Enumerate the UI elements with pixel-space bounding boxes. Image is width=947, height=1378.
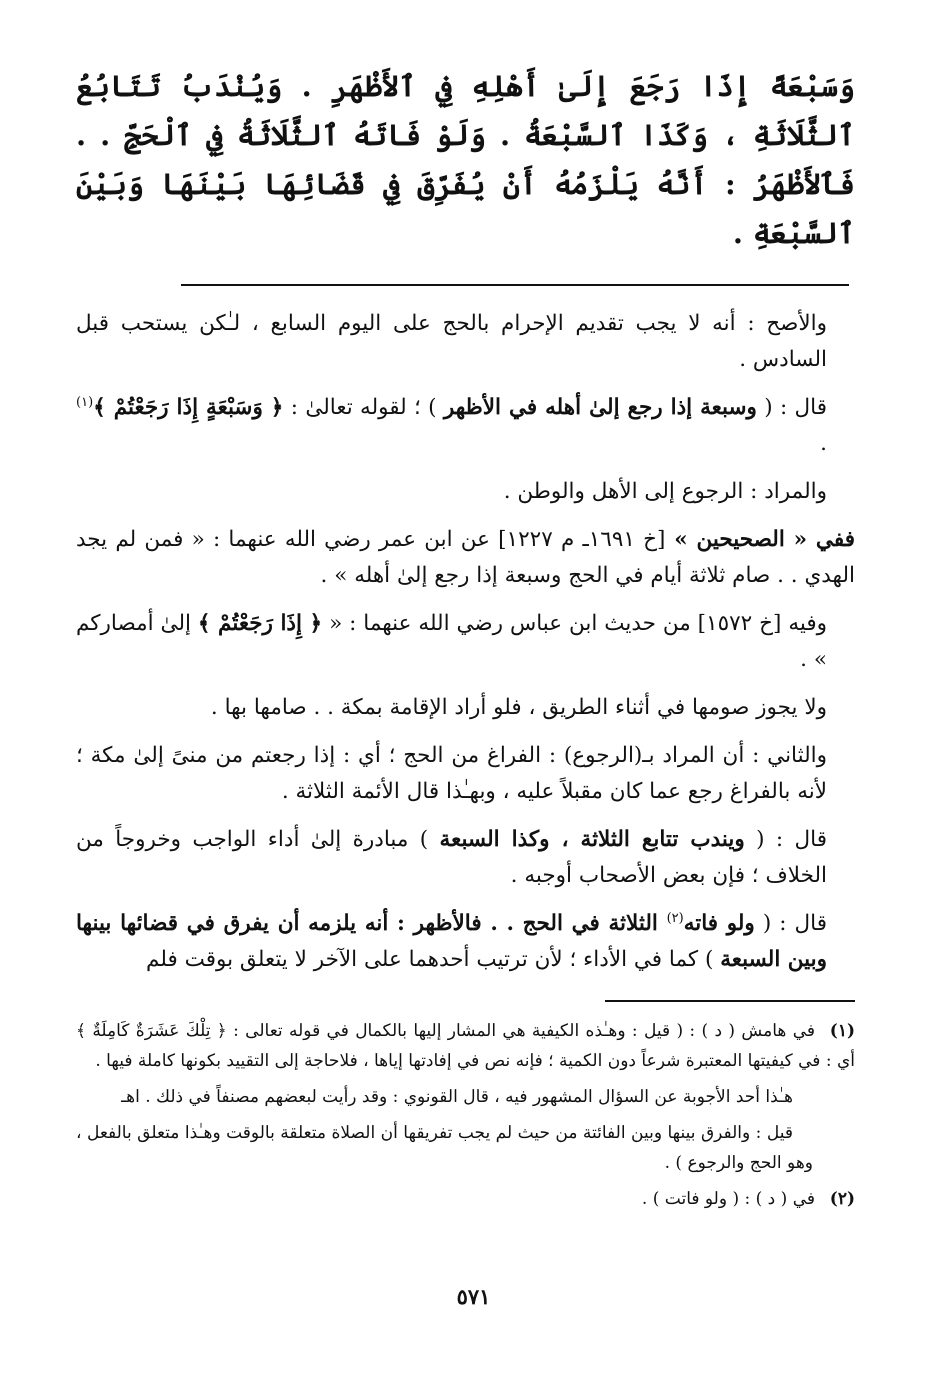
page-number: ٥٧١: [456, 1284, 491, 1309]
matn-text: وَسَبْعَةً إِذَا رَجَعَ إِلَىٰ أَهْلِهِ فِي ٱلأَظْهَرِ . وَيُنْدَبُ تَتَابُعُ ٱلثَّلَاثَةِ ، وَكَذَا ٱلسَّبْعَةُ . وَلَوْ فَاتَهُ ٱلثَّلَاثَةُ فِي ٱلْحَجِّ . . فَٱلأَظْهَرُ : أَنَّهُ يَلْزَمُهُ أَنْ يُفَرِّقَ فِي قَضَائِهَا بَيْنَهَا وَبَيْنَ ٱلسَّبْعَةِ .: [76, 69, 855, 250]
p8-matn-quote: ويندب تتابع الثلاثة ، وكذا السبعة: [439, 827, 745, 852]
p5-quran-verse: ﴿ إِذَا رَجَعْتُمْ ﴾: [197, 611, 323, 636]
paragraph-8: [76, 822, 855, 894]
footnote-2-text: في ( د ) : ( ولو فاتت ) .: [641, 1189, 815, 1209]
footnote-1-paragraph-3: قيل : والفرق بينها وبين الفائتة من حيث لم يجب تفريقها أن الصلاة متعلقة بالوقت وهـٰذا متعلق بالفعل ، وهو الحج والرجوع ) .: [76, 1123, 813, 1173]
footnote-2-number: (٢): [829, 1189, 855, 1209]
p5-hadith-ref: [خ ١٥٧٢]: [697, 611, 782, 636]
p8-rest: ) مبادرة إلىٰ أداء الواجب وخروجاً من الخلاف ؛ فإن بعض الأصحاب أوجبه .: [76, 827, 827, 888]
p2-mid: ) ؛ لقوله تعالىٰ :: [283, 395, 444, 420]
footnote-ref-2[interactable]: (٢): [666, 910, 684, 926]
paragraph-7: والثاني : أن المراد بـ(الرجوع) : الفراغ من الحج ؛ أي : إذا رجعتم من منىً إلىٰ مكة ؛ لأنه بالفراغ رجع عما كان مقبلاً عليه ، وبهـٰذا قال الأئمة الثلاثة .: [76, 743, 827, 804]
p2-lead: قال : (: [756, 395, 827, 420]
footnotes: [76, 1016, 855, 1214]
paragraph-9: [76, 906, 855, 978]
footnote-1-number: (١): [829, 1021, 855, 1041]
p5-end: إلىٰ أمصاركم » .: [76, 611, 827, 672]
p2-quran-verse: ﴿ وَسَبْعَةٍ إِذَا رَجَعْتُمْ ﴾: [93, 395, 284, 420]
matn-divider: [181, 284, 849, 286]
paragraph-1: والأصح : أنه لا يجب تقديم الإحرام بالحج على اليوم السابع ، لـٰكن يستحب قبل السادس .: [76, 311, 827, 372]
paragraph-2: [76, 390, 855, 462]
p9-rest: ) كما في الأداء ؛ لأن ترتيب أحدهما على الآخر لا يتعلق بوقت فلم: [146, 947, 721, 972]
p5-lead: وفيه: [781, 611, 827, 636]
p2-end: .: [820, 431, 827, 456]
footnote-1-paragraph-2: هـٰذا أحد الأجوبة عن السؤال المشهور فيه ، قال القونوي : وقد رأيت لبعضهم مصنفاً في ذلك . اهـ: [121, 1087, 793, 1107]
footnote-ref-1[interactable]: (١): [76, 394, 94, 410]
p9-matn-quote-b: الثلاثة في الحج . . فالأظهر : أنه يلزمه أن يفرق في قضائها بينها وبين السبعة: [76, 911, 827, 972]
footnote-2: [76, 1184, 855, 1214]
paragraph-5: [76, 606, 855, 678]
p4-hadith-ref: [خ ١٦٩١ـ م ١٢٢٧]: [498, 527, 666, 552]
p5-mid: من حديث ابن عباس رضي الله عنهما : «: [322, 611, 698, 636]
p9-matn-quote-a: ولو فاته: [683, 911, 755, 936]
p2-matn-quote: وسبعة إذا رجع إلىٰ أهله في الأظهر: [443, 395, 757, 420]
paragraph-4: [76, 522, 855, 594]
p9-lead: قال : (: [754, 911, 827, 936]
footnote-1-text: في هامش ( د ) : ( قيل : وهـٰذه الكيفية هي المشار إليها بالكمال في قوله تعالى : ﴿ تِلْكَ عَشَرَةٌ كَامِلَةٌ ﴾ أي : في كيفيتها المعتبرة شرعاً دون الكمية ؛ فإنه نص في إفادتها إياها ، فلاحاجة إلى التقييد بكونها كاملة فيها .: [76, 1021, 855, 1071]
commentary: [76, 306, 855, 978]
p8-lead: قال : (: [744, 827, 827, 852]
paragraph-3: والمراد : الرجوع إلى الأهل والوطن .: [503, 479, 827, 504]
p4-lead: ففي « الصحيحين »: [665, 527, 856, 552]
paragraph-6: ولا يجوز صومها في أثناء الطريق ، فلو أراد الإقامة بمكة . . صامها بها .: [210, 695, 827, 720]
footnote-1: [76, 1016, 855, 1076]
p4-rest: عن ابن عمر رضي الله عنهما : « فمن لم يجد الهدي . . صام ثلاثة أيام في الحج وسبعة إذا رجع إلىٰ أهله » .: [76, 527, 855, 588]
footnote-divider: [605, 1000, 855, 1002]
